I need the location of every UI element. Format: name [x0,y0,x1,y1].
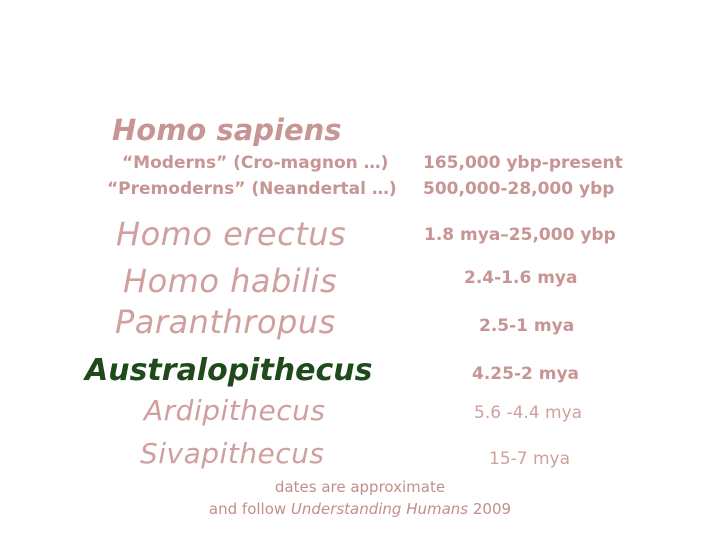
moderns-label: “Moderns” (Cro-magnon …) [122,153,389,173]
taxon-name-homo-erectus: Homo erectus [116,215,347,253]
taxon-date-australopithecus: 4.25-2 mya [472,364,580,384]
taxon-date-sivapithecus: 15-7 mya [489,449,571,469]
taxon-date-ardipithecus: 5.6 -4.4 mya [474,403,583,423]
footer-approx-text: dates are approximate [274,478,446,496]
taxon-date-paranthropus: 2.5-1 mya [479,316,575,336]
footer-line-2 [0,502,720,517]
footer-book-title: Understanding Humans [290,500,469,518]
homo-sapiens-title: Homo sapiens [112,113,342,147]
taxon-name-australopithecus: Australopithecus [85,353,373,388]
taxon-name-homo-habilis: Homo habilis [123,262,338,300]
taxon-name-sivapithecus: Sivapithecus [140,437,325,470]
footer-suffix: 2009 [468,500,512,518]
footer-line-1 [0,480,720,495]
taxon-name-ardipithecus: Ardipithecus [144,394,326,427]
taxon-date-homo-erectus: 1.8 mya–25,000 ybp [424,225,616,245]
premoderns-date: 500,000-28,000 ybp [423,179,615,199]
premoderns-label: “Premoderns” (Neandertal …) [107,179,397,199]
moderns-date: 165,000 ybp-present [423,153,623,173]
taxon-name-paranthropus: Paranthropus [115,303,336,341]
footer-prefix: and follow [208,500,291,518]
taxon-date-homo-habilis: 2.4-1.6 mya [464,268,578,288]
